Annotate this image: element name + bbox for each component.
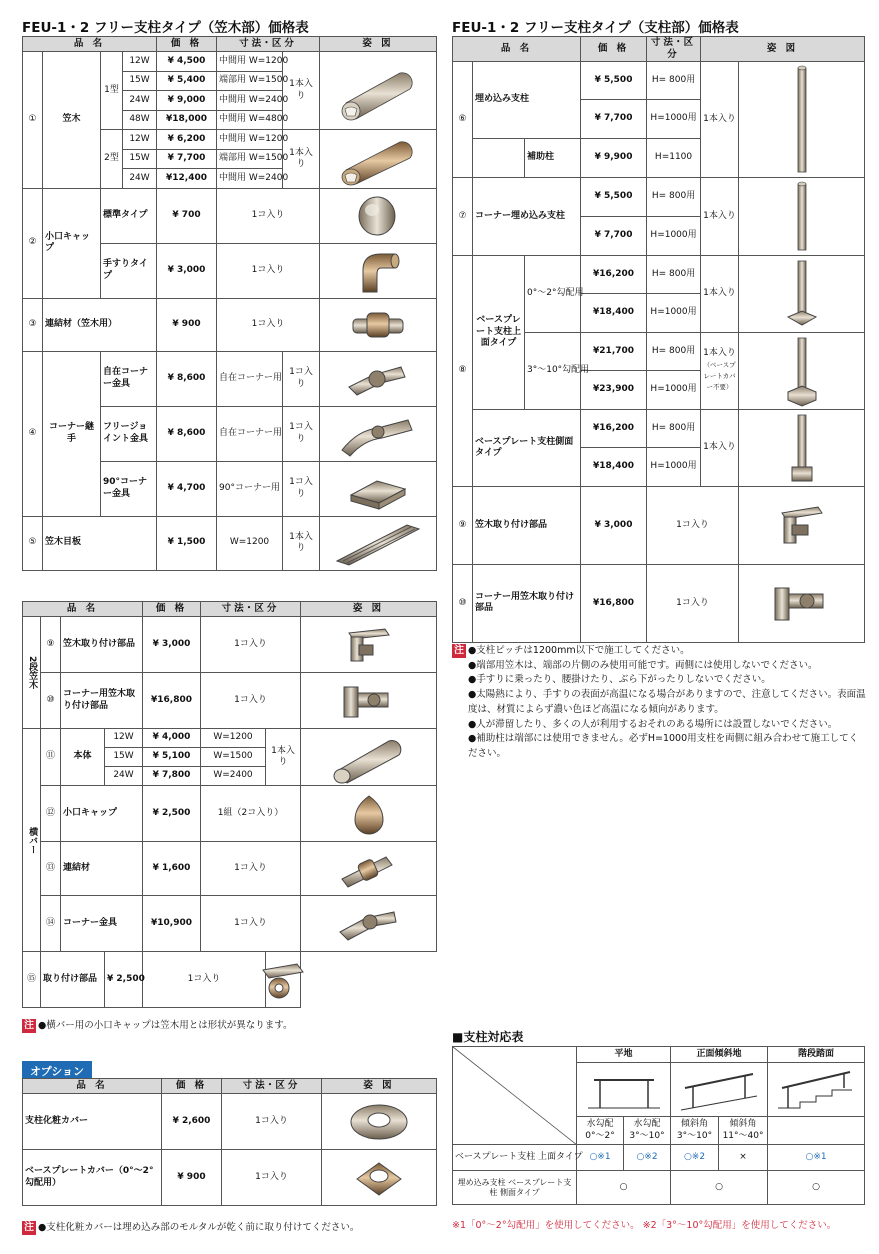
price-cell: ¥ 3,000 <box>143 617 201 673</box>
item-no: ③ <box>23 298 43 351</box>
size-cell: 12W <box>123 130 157 150</box>
compat-col: 水勾配 3°〜10° <box>624 1117 671 1145</box>
title-left: FEU-1・2 フリー支柱タイプ（笠木部）価格表 <box>22 20 309 36</box>
item-name: 埋め込み支柱 <box>473 61 581 138</box>
bracket-icon <box>339 623 399 667</box>
sub-name: 補助柱 <box>525 138 581 177</box>
compat-group: 平地 <box>577 1047 671 1063</box>
compat-cell: ○※2 <box>671 1145 719 1171</box>
cap-handrail-figure <box>320 243 437 298</box>
compat-col: 水勾配 0°〜2° <box>577 1117 624 1145</box>
price-cell: ¥ 5,500 <box>581 177 647 216</box>
compat-group: 階段踏面 <box>768 1047 865 1063</box>
pack-cell: 1コ入り <box>143 952 266 1008</box>
size-cell: 12W <box>105 729 143 748</box>
header-price: 価 格 <box>157 37 217 52</box>
joint-figure <box>320 298 437 351</box>
flat-diagram <box>577 1063 671 1117</box>
dim-cell: H= 800用 <box>647 177 701 216</box>
header-price: 価 格 <box>162 1079 222 1094</box>
item-no: ⑩ <box>41 673 61 729</box>
compat-title: ■支柱対応表 <box>452 1030 524 1044</box>
price-cell: ¥ 9,000 <box>157 91 217 111</box>
post-figure <box>739 61 865 177</box>
kasagi-price-table <box>22 36 437 571</box>
size-cell: 24W <box>123 91 157 111</box>
compat-col: 傾斜角 11°〜40° <box>719 1117 768 1145</box>
item-no: ⑬ <box>41 842 61 896</box>
pack-cell: 1本入り <box>701 255 739 332</box>
item-no: ⑩ <box>453 564 473 642</box>
price-cell: ¥18,000 <box>157 110 217 130</box>
header-dim: 寸法･区分 <box>217 37 320 52</box>
header-price: 価 格 <box>581 37 647 62</box>
price-cell: ¥16,200 <box>581 409 647 448</box>
item-name: コーナー埋め込み支柱 <box>473 177 581 255</box>
price-cell: ¥ 900 <box>157 298 217 351</box>
item-name: 取り付け部品 <box>41 952 105 1008</box>
sub-name: 標準タイプ <box>101 188 157 243</box>
elbow-cap-icon <box>353 248 403 294</box>
pack-cell: 1コ入り <box>283 461 320 516</box>
sub-name: フリージョイント金具 <box>101 406 157 461</box>
corner-joint-icon <box>343 357 413 401</box>
price-cell: ¥ 1,600 <box>143 842 201 896</box>
baseplate-post-slope-icon <box>782 334 822 408</box>
compat-corner <box>453 1047 577 1145</box>
bar-figure <box>301 729 437 786</box>
mount-part-icon <box>253 958 313 1002</box>
size-cell: 15W <box>123 71 157 91</box>
pack-cell: 1本入り <box>701 61 739 177</box>
corner-bracket-figure <box>739 564 865 642</box>
item-name: ベースプレート支柱側面タイプ <box>473 409 581 486</box>
sub-name: 自在コーナー金具 <box>101 351 157 406</box>
second-rail-price-table <box>22 601 437 1008</box>
compat-cell: ○ <box>671 1171 768 1205</box>
note-line: ●手すりに乗ったり、腰掛けたり、ぶら下がったりしないでください。 <box>468 674 771 686</box>
price-cell: ¥ 8,600 <box>157 406 217 461</box>
corner-post-figure <box>739 177 865 255</box>
option-price-table <box>22 1078 437 1206</box>
compat-footnote: ※1「0°〜2°勾配用」を使用してください。 ※2「3°〜10°勾配用」を使用してください。 <box>452 1220 837 1231</box>
pack-cell: 1本入り <box>701 177 739 255</box>
dim-cell: H=1000用 <box>647 99 701 138</box>
baseplate-cover-icon <box>349 1155 409 1201</box>
item-name: 連結材 <box>61 842 143 896</box>
side-post-figure <box>739 409 865 486</box>
slope-label: 0°〜2°勾配用 <box>525 255 581 332</box>
header-name: 品 名 <box>23 1079 162 1094</box>
compat-group: 正面傾斜地 <box>671 1047 768 1063</box>
end-cap-icon <box>353 194 403 238</box>
slope-diagram <box>671 1063 768 1117</box>
item-name: 本体 <box>61 729 105 786</box>
size-cell: 24W <box>105 767 143 786</box>
slope-label: 3°〜10°勾配用 <box>525 332 581 409</box>
pack-cell: 1本入り （ベースプレートカバー不要） <box>701 332 739 409</box>
corner90-figure <box>320 461 437 516</box>
dim-cell: 90°コーナー用 <box>217 461 283 516</box>
compat-row-label: ベースプレート支柱 上面タイプ <box>453 1145 577 1171</box>
item-no: ⑨ <box>41 617 61 673</box>
item-name: 笠木取り付け部品 <box>61 617 143 673</box>
corner-90-icon <box>343 467 413 511</box>
price-cell: ¥16,800 <box>143 673 201 729</box>
item-no: ⑦ <box>453 177 473 255</box>
item-name: 笠木目板 <box>43 516 157 570</box>
price-cell: ¥10,900 <box>143 896 201 952</box>
dim-cell: 自在コーナー用 <box>217 406 283 461</box>
price-cell: ¥18,400 <box>581 294 647 333</box>
dim-cell: W=2400 <box>201 767 266 786</box>
price-cell: ¥21,700 <box>581 332 647 371</box>
price-cell: ¥ 7,700 <box>581 216 647 255</box>
baseplate-post-slope-figure <box>739 332 865 409</box>
bar-cap-icon <box>347 792 391 836</box>
pack-cell: 1コ入り <box>201 896 301 952</box>
note-line: ●人が滞留したり、多くの人が利用するおそれのある場所には設置しないでください。 <box>468 718 838 730</box>
header-name: 品 名 <box>23 602 143 617</box>
pack-cell: 1コ入り <box>201 673 301 729</box>
sloped-ground-icon <box>679 1070 759 1110</box>
free-joint-figure <box>320 406 437 461</box>
price-cell: ¥16,200 <box>581 255 647 294</box>
dim-cell: H=1100 <box>647 138 701 177</box>
header-fig: 姿 図 <box>701 37 865 62</box>
compat-cell: ○※2 <box>624 1145 671 1171</box>
dim-cell: 中間用 W=1200 <box>217 130 283 150</box>
group-label: 横バー <box>23 729 41 952</box>
notes-right <box>452 644 866 762</box>
dim-cell: H= 800用 <box>647 332 701 371</box>
price-cell: ¥ 7,800 <box>143 767 201 786</box>
pack-cell: 1コ入り <box>647 564 739 642</box>
dim-cell: H=1000用 <box>647 294 701 333</box>
side-mount-post-icon <box>782 411 822 485</box>
price-cell: ¥ 2,500 <box>143 786 201 842</box>
title-right: FEU-1・2 フリー支柱タイプ（支柱部）価格表 <box>452 20 739 36</box>
embedded-post-icon <box>792 64 812 174</box>
item-name: ベースプレートカバー（0°〜2°勾配用） <box>23 1150 162 1206</box>
header-dim: 寸法･区分 <box>647 37 701 62</box>
corner-figure <box>320 351 437 406</box>
compat-table <box>452 1046 865 1205</box>
pack-cell: 1本入り <box>283 52 320 130</box>
compat-cell: × <box>719 1145 768 1171</box>
price-cell: ¥ 4,700 <box>157 461 217 516</box>
pack-cell: 1コ入り <box>201 617 301 673</box>
item-no: ⑤ <box>23 516 43 570</box>
header-name: 品 名 <box>23 37 157 52</box>
dim-cell: 中間用 W=4800 <box>217 110 283 130</box>
pack-cell: 1本入り <box>266 729 301 786</box>
ring-cover-icon <box>347 1100 411 1144</box>
dim-cell: W=1200 <box>217 516 283 570</box>
cover-strip-figure <box>320 516 437 570</box>
price-cell: ¥ 5,400 <box>157 71 217 91</box>
header-name: 品 名 <box>453 37 581 62</box>
size-cell: 15W <box>123 149 157 169</box>
dim-cell: 中間用 W=1200 <box>217 52 283 72</box>
price-cell: ¥18,400 <box>581 448 647 487</box>
item-name: コーナー金具 <box>61 896 143 952</box>
pack-cell: 1本入り <box>283 130 320 189</box>
dim-cell: W=1200 <box>201 729 266 748</box>
type-label: 1型 <box>101 52 123 130</box>
corner-bracket-figure <box>301 673 437 729</box>
price-cell: ¥ 900 <box>162 1150 222 1206</box>
header-fig: 姿 図 <box>322 1079 437 1094</box>
bar-corner-icon <box>334 902 404 946</box>
corner-bracket-icon <box>767 578 837 628</box>
pack-cell: 1コ入り <box>201 842 301 896</box>
stair-diagram <box>768 1063 865 1117</box>
size-cell: 48W <box>123 110 157 130</box>
price-cell: ¥23,900 <box>581 371 647 410</box>
item-name: 小口キャップ <box>43 188 101 298</box>
note-bar-cap: 注 ●横バー用の小口キャップは笠木用とは形状が異なります。 <box>24 1020 293 1031</box>
post-price-table <box>452 36 865 643</box>
group-label: 2段笠木 <box>23 617 41 729</box>
price-cell: ¥12,400 <box>157 169 217 189</box>
pack-cell: 1コ入り <box>217 188 320 243</box>
note-line: ●支柱ピッチは1200mm以下で施工してください。 <box>468 645 690 656</box>
bar-corner-figure <box>301 896 437 952</box>
free-joint-icon <box>338 412 418 456</box>
compat-cell: ○ <box>768 1171 865 1205</box>
price-cell: ¥ 4,000 <box>143 729 201 748</box>
item-no: ⑨ <box>453 486 473 564</box>
bar-cap-figure <box>301 786 437 842</box>
dim-cell: 自在コーナー用 <box>217 351 283 406</box>
mount-figure <box>266 952 301 1008</box>
item-no: ⑧ <box>453 255 473 486</box>
note-line: ●補助柱は端部には使用できません。必ずH=1000用支柱を両側に組み合わせて施工してください。 <box>468 733 859 760</box>
item-no: ⑥ <box>453 61 473 177</box>
header-fig: 姿 図 <box>301 602 437 617</box>
dim-cell: 端部用 W=1500 <box>217 149 283 169</box>
note-line: ●太陽熱により、手すりの表面が高温になる場合がありますので、注意してください。表面温度は、材質によらず濃い色ほど高温になる傾向があります。 <box>468 689 866 715</box>
kasagi-type1-figure <box>320 52 437 130</box>
dim-cell: W=1500 <box>201 748 266 767</box>
corner-post-icon <box>792 180 812 252</box>
compat-cell: ○※1 <box>577 1145 624 1171</box>
cover-figure <box>322 1094 437 1150</box>
item-name: ベースプレート支柱上面タイプ <box>473 255 525 409</box>
bar-connector-icon <box>336 849 402 889</box>
sub-name: 90°コーナー金具 <box>101 461 157 516</box>
header-dim: 寸法･区分 <box>222 1079 322 1094</box>
bracket-icon <box>772 501 832 549</box>
header-price: 価 格 <box>143 602 201 617</box>
pack-cell: 1コ入り <box>217 298 320 351</box>
price-cell: ¥ 5,500 <box>581 61 647 99</box>
item-no: ⑪ <box>41 729 61 786</box>
baseplate-post-icon <box>782 257 822 331</box>
pack-cell: 1本入り <box>701 409 739 486</box>
dim-cell: 中間用 W=2400 <box>217 91 283 111</box>
price-cell: ¥ 9,900 <box>581 138 647 177</box>
price-cell: ¥16,800 <box>581 564 647 642</box>
price-cell: ¥ 3,000 <box>157 243 217 298</box>
dim-cell: H=1000用 <box>647 448 701 487</box>
price-cell: ¥ 7,700 <box>581 99 647 138</box>
note-cover: 注 ●支柱化粧カバーは埋め込み部のモルタルが乾く前に取り付けてください。 <box>24 1222 360 1233</box>
item-name: コーナー用笠木取り付け部品 <box>473 564 581 642</box>
header-fig: 姿 図 <box>320 37 437 52</box>
note-mark: 注 <box>454 645 464 656</box>
price-cell: ¥ 2,500 <box>105 952 143 1008</box>
dim-cell: H= 800用 <box>647 255 701 294</box>
header-dim: 寸法･区分 <box>201 602 301 617</box>
item-no: ⑫ <box>41 786 61 842</box>
kasagi-rail-icon <box>338 132 418 186</box>
price-cell: ¥ 8,600 <box>157 351 217 406</box>
cap-figure <box>320 188 437 243</box>
type-label: 2型 <box>101 130 123 189</box>
bar-joint-figure <box>301 842 437 896</box>
flat-ground-icon <box>584 1070 664 1110</box>
dim-cell: 中間用 W=2400 <box>217 169 283 189</box>
item-no: ④ <box>23 351 43 516</box>
sub-name: 手すりタイプ <box>101 243 157 298</box>
item-name: 笠木 <box>43 52 101 189</box>
pack-cell: 1本入り <box>283 516 320 570</box>
pack-cell: 1コ入り <box>217 243 320 298</box>
item-no: ② <box>23 188 43 298</box>
note-mark: 注 <box>24 1020 34 1031</box>
price-cell: ¥ 5,100 <box>143 748 201 767</box>
stair-icon <box>776 1070 856 1110</box>
price-cell: ¥ 3,000 <box>581 486 647 564</box>
compat-col: 傾斜角 3°〜10° <box>671 1117 719 1145</box>
kasagi-rail-icon <box>338 61 418 121</box>
compat-cell: ○※1 <box>768 1145 865 1171</box>
dim-cell: H=1000用 <box>647 371 701 410</box>
dim-cell: H=1000用 <box>647 216 701 255</box>
horizontal-bar-icon <box>331 731 407 783</box>
dim-cell: H= 800用 <box>647 409 701 448</box>
item-name: 支柱化粧カバー <box>23 1094 162 1150</box>
item-no: ⑭ <box>41 896 61 952</box>
item-name: コーナー用笠木取り付け部品 <box>61 673 143 729</box>
price-cell: ¥ 700 <box>157 188 217 243</box>
cover-strip-icon <box>333 521 423 565</box>
item-name: 小口キャップ <box>61 786 143 842</box>
item-no: ① <box>23 52 43 189</box>
diagonal-line <box>453 1047 577 1145</box>
note-line: ●端部用笠木は、端部の片側のみ使用可能です。両側には使用しないでください。 <box>468 659 818 671</box>
pack-cell: 1コ入り <box>283 351 320 406</box>
item-name: 連結材（笠木用） <box>43 298 157 351</box>
item-name: 笠木取り付け部品 <box>473 486 581 564</box>
pack-cell: 1コ入り <box>647 486 739 564</box>
item-no: ⑮ <box>23 952 41 1008</box>
price-cell: ¥ 4,500 <box>157 52 217 72</box>
size-cell: 12W <box>123 52 157 72</box>
baseplate-post-figure <box>739 255 865 332</box>
price-cell: ¥ 6,200 <box>157 130 217 150</box>
item-name: コーナー継手 <box>43 351 101 516</box>
compat-row-label: 埋め込み支柱 ベースプレート支柱 側面タイプ <box>453 1171 577 1205</box>
pack-cell: 1組（2コ入り） <box>201 786 301 842</box>
corner-bracket-icon <box>336 679 402 723</box>
connector-icon <box>345 305 411 345</box>
size-cell: 15W <box>105 748 143 767</box>
compat-cell: ○ <box>577 1171 671 1205</box>
pack-cell: 1コ入り <box>222 1150 322 1206</box>
dim-cell: 端部用 W=1500 <box>217 71 283 91</box>
price-cell: ¥ 1,500 <box>157 516 217 570</box>
price-cell: ¥ 7,700 <box>157 149 217 169</box>
bracket-figure <box>301 617 437 673</box>
bracket-figure <box>739 486 865 564</box>
price-cell: ¥ 2,600 <box>162 1094 222 1150</box>
note-mark: 注 <box>24 1222 34 1233</box>
pack-cell: 1コ入り <box>222 1094 322 1150</box>
pack-cell: 1コ入り <box>283 406 320 461</box>
option-label: オプション <box>22 1061 92 1081</box>
baseplate-cover-figure <box>322 1150 437 1206</box>
dim-cell: H= 800用 <box>647 61 701 99</box>
kasagi-type2-figure <box>320 130 437 189</box>
size-cell: 24W <box>123 169 157 189</box>
